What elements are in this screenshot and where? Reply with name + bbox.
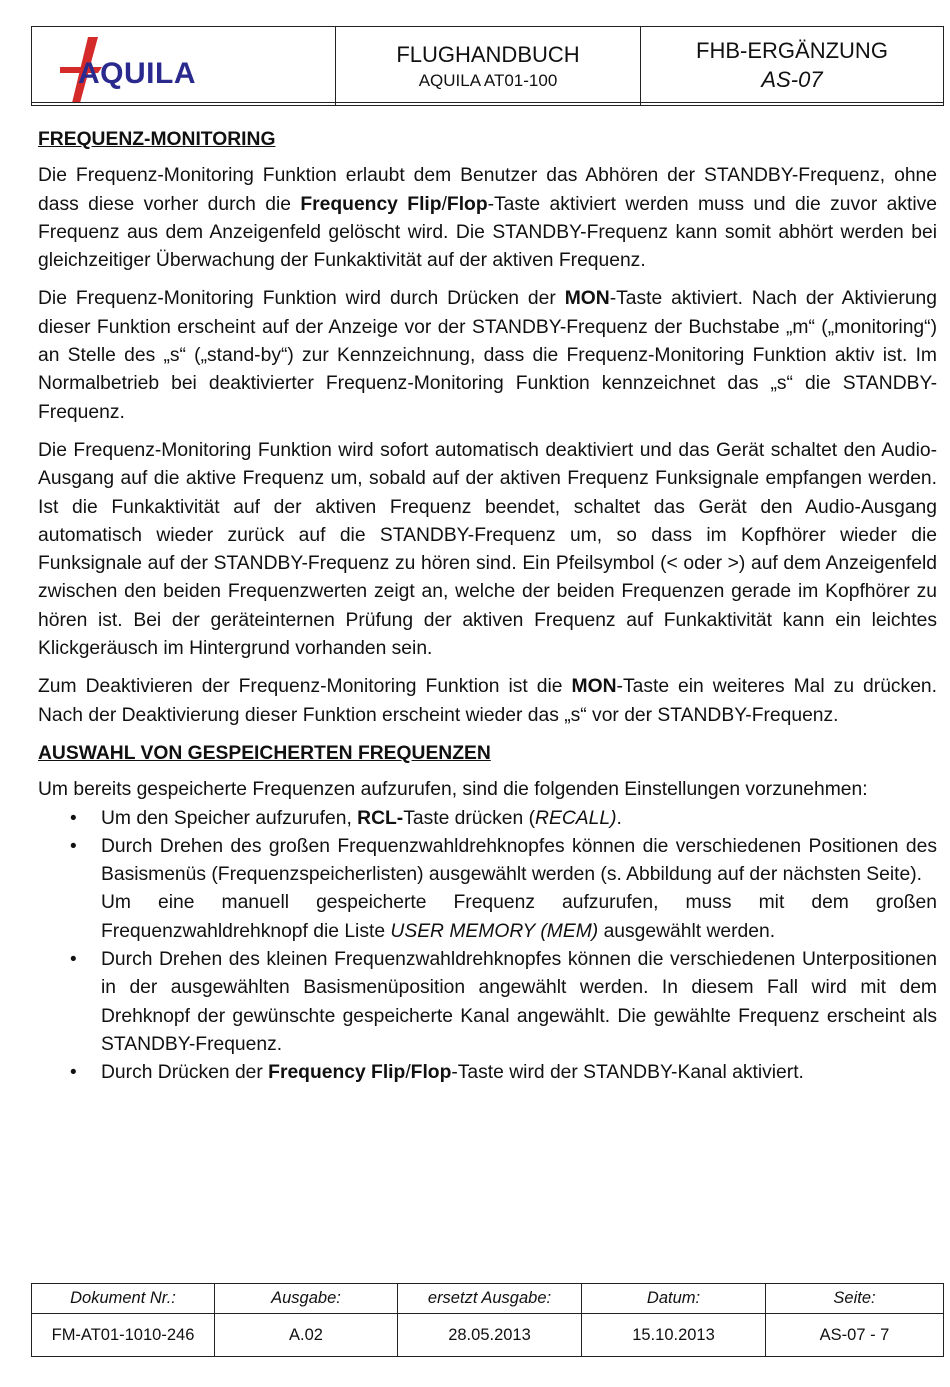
text-run: Um den Speicher aufzurufen, bbox=[101, 807, 358, 829]
logo-wordmark: AQUILA bbox=[78, 57, 196, 90]
text-run: Die Frequenz-Monitoring Funktion wird durch Drücken der bbox=[38, 288, 565, 310]
bullet-icon: • bbox=[70, 1062, 77, 1084]
section-heading-frequenz-monitoring: FREQUENZ-MONITORING bbox=[38, 129, 276, 150]
supplement-title: FHB-ERGÄNZUNG bbox=[696, 38, 888, 63]
header-supplement-cell bbox=[641, 27, 943, 105]
document-footer bbox=[31, 1283, 944, 1357]
text-run: Die Frequenz-Monitoring Funktion erlaubt dem Benutzer das Abhören der STANDBY-Frequenz, ohne dass diese vorher durch die bbox=[38, 165, 937, 215]
aircraft-model: AQUILA AT01-100 bbox=[418, 71, 558, 90]
text-run-bold: MON bbox=[564, 288, 610, 310]
footer-value-ausgabe: A.02 bbox=[215, 1314, 398, 1357]
text-run: Taste drücken ( bbox=[403, 807, 536, 829]
text-run: Um eine manuell gespeicherte Frequenz aufzurufen, muss mit dem großen Frequenzwahldrehknopf die Liste bbox=[101, 892, 937, 942]
footer-value-ersetzt: 28.05.2013 bbox=[398, 1314, 582, 1357]
text-run: -Taste aktiviert werden muss und die zuvor aktive Frequenz aus dem Anzeigenfeld gelöscht wird. Die STANDBY-Frequenz kann somit abhört werden bei gleichzeitiger Überwachung der Funkaktivität auf der aktiven Frequenz. bbox=[38, 193, 937, 272]
text-run: -Taste ein weiteres Mal zu drücken. Nach der Deaktivierung dieser Funktion erscheint wieder das „s“ vor der STANDBY-Frequenz. bbox=[38, 676, 938, 726]
footer-label-ausgabe: Ausgabe: bbox=[215, 1284, 398, 1314]
bullet-icon: • bbox=[70, 949, 77, 971]
bullet-icon: • bbox=[70, 835, 77, 857]
footer-value-dokument: FM-AT01-1010-246 bbox=[32, 1314, 215, 1357]
footer-label-datum: Datum: bbox=[582, 1284, 766, 1314]
list-item bbox=[38, 805, 937, 833]
text-run: . bbox=[616, 807, 622, 829]
text-run: -Taste wird der STANDBY-Kanal aktiviert. bbox=[451, 1062, 804, 1084]
paragraph: Die Frequenz-Monitoring Funktion wird sofort automatisch deaktiviert und das Gerät schaltet den Audio-Ausgang auf die aktive Frequenz um, sobald auf der aktiven Frequenz Funksignale empfangen werden. Ist die Funkaktivität auf der aktiven Frequenz beendet, schaltet das Gerät den Audio-Ausgang automatisch wieder zurück auf die STANDBY-Frequenz um, so dass im Kopfhörer wieder die Funksignale auf der STANDBY-Frequenz zu hören sind. Ein Pfeilsymbol (< oder >) auf dem Anzeigenfeld zwischen den beiden Frequenzwerten zeigt an, welche der beiden Frequenzen gerade im Kopfhörer zu hören ist. Bei der geräteinternen Prüfung der aktiven Frequenz auf Funkaktivität kann ein leichtes Klickgeräusch im Hintergrund vorhanden sein. bbox=[38, 439, 937, 660]
footer-value-datum: 15.10.2013 bbox=[582, 1314, 766, 1357]
text-run-italic: RECALL) bbox=[535, 807, 617, 829]
document-body bbox=[38, 126, 937, 1088]
footer-label-seite: Seite: bbox=[766, 1284, 944, 1314]
section-heading-auswahl: AUSWAHL VON GESPEICHERTEN FREQUENZEN bbox=[38, 742, 491, 764]
text-run-bold: Frequency Flip bbox=[300, 193, 442, 215]
list-item bbox=[38, 1059, 937, 1087]
logo-cell bbox=[32, 27, 336, 105]
footer-label-ersetzt: ersetzt Ausgabe: bbox=[398, 1284, 582, 1314]
footer-label-row bbox=[32, 1284, 944, 1314]
text-run: / bbox=[441, 193, 447, 215]
supplement-number: AS-07 bbox=[761, 67, 823, 92]
text-run-italic: USER MEMORY (MEM) bbox=[390, 920, 599, 942]
text-run-bold: RCL- bbox=[357, 807, 404, 829]
text-run: Durch Drehen des kleinen Frequenzwahldrehknopfes können die verschiedenen Unterpositionen in der ausgewählten Basismenüposition angewählt werden. In diesem Fall wird mit dem Drehknopf der gewünschte gespeicherte Kanal angewählt. Die gewählte Frequenz erscheint als STANDBY-Frequenz. bbox=[101, 949, 937, 1055]
footer-value-row bbox=[32, 1314, 944, 1357]
text-run: -Taste aktiviert. Nach der Aktivierung dieser Funktion erscheint auf der Anzeige vor der STANDBY-Frequenz der Buchstabe „m“ („monitoring“) an Stelle des „s“ („stand-by“) zur Kennzeichnung, dass die Frequenz-Monitoring Funktion aktiv ist. Im Normalbetrieb bei deaktivierter Frequenz-Monitoring Funktion kennzeichnet das „s“ die STANDBY-Frequenz. bbox=[38, 288, 938, 423]
paragraph bbox=[38, 673, 937, 730]
bullet-icon: • bbox=[70, 807, 77, 829]
paragraph bbox=[38, 162, 937, 275]
list-item bbox=[38, 946, 937, 1059]
text-run-bold: Frequency Flip bbox=[268, 1062, 406, 1084]
footer-value-seite: AS-07 - 7 bbox=[766, 1314, 944, 1357]
manual-title: FLUGHANDBUCH bbox=[396, 42, 580, 67]
text-run: Durch Drehen des großen Frequenzwahldrehknopfes können die verschiedenen Positionen des Basismenüs (Frequenzspeicherlisten) ausgewählt werden (s. Abbildung auf der nächsten Seite). bbox=[101, 835, 937, 886]
list-item bbox=[38, 833, 937, 946]
text-run-bold: Flop bbox=[446, 193, 488, 215]
header-title-cell bbox=[336, 27, 641, 105]
text-run: Zum Deaktivieren der Frequenz-Monitoring Funktion ist die bbox=[38, 676, 572, 698]
paragraph bbox=[38, 285, 937, 426]
document-header bbox=[31, 26, 944, 106]
instruction-list bbox=[38, 805, 937, 1088]
text-run-bold: MON bbox=[571, 676, 617, 698]
paragraph: Um bereits gespeicherte Frequenzen aufzurufen, sind die folgenden Einstellungen vorzunehmen: bbox=[38, 779, 868, 801]
text-run: / bbox=[405, 1062, 411, 1084]
footer-label-dokument: Dokument Nr.: bbox=[32, 1284, 215, 1314]
text-run: Durch Drücken der bbox=[101, 1062, 269, 1084]
text-run-bold: Flop bbox=[410, 1062, 452, 1084]
text-run: ausgewählt werden. bbox=[598, 920, 776, 942]
